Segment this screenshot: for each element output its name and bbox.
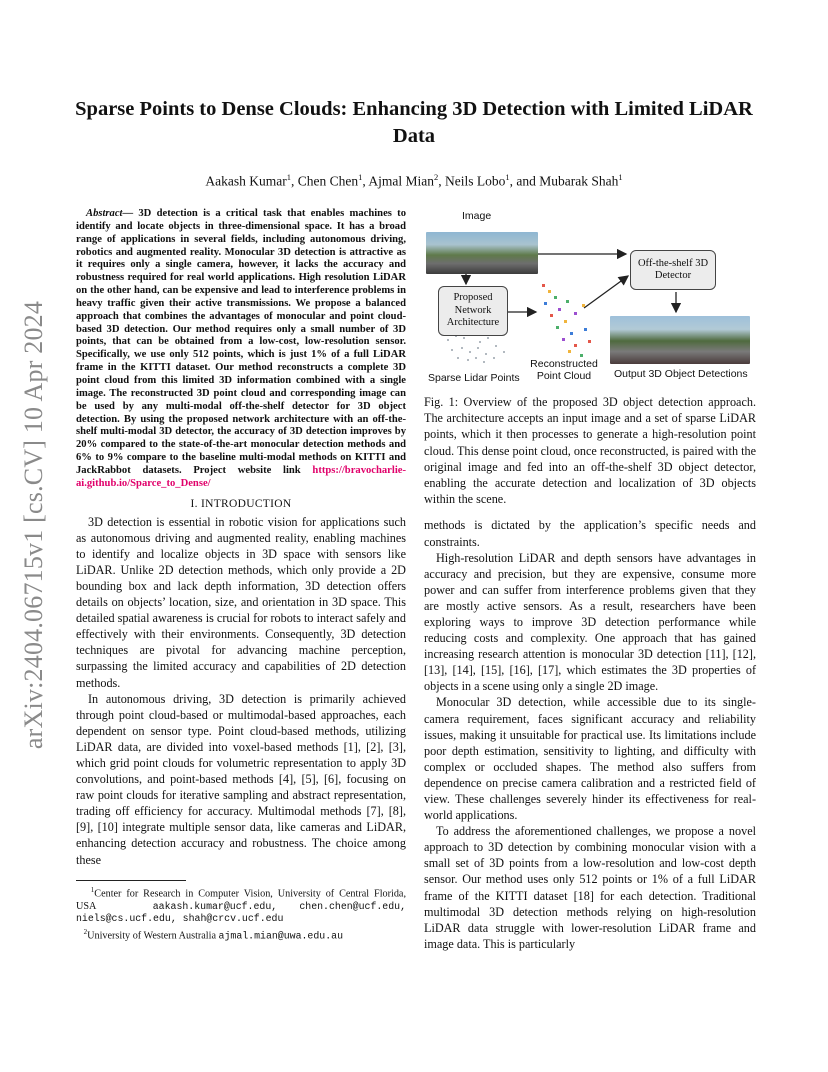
author-name: Ajmal Mian [368, 173, 434, 189]
paragraph: In autonomous driving, 3D detection is primarily achieved through point cloud-based or multimodal-based approaches, each dependent on sensor type. Point cloud-based methods, utilizing LiDAR data, are divided into voxel-based methods [1], [2], [3], which grid point clouds for volumetric representation to apply 3D convolutions, and point-based methods [4], [5], [6], focusing on raw point clouds for iterative sampling and abstract representation, trading off efficiency for accuracy. Multimodal methods [7], [8], [9], [10] integrate multiple sensor data, like cameras and LiDAR, enhancing detection accuracy and robustness. The choice among these [76, 691, 406, 867]
sparse-lidar-label: Sparse Lidar Points [428, 372, 520, 384]
abstract [76, 208, 406, 491]
figure-caption: Fig. 1: Overview of the proposed 3D object detection approach. The architecture accepts an input image and a set of sparse LiDAR points, which it then processes to generate a high-resolution point cloud. This dense point cloud, once reconstructed, is paired with the original image and fed into an off-the-shelf 3D object detector, enabling the accurate detection and localization of 3D objects within the scene. [424, 395, 756, 507]
left-column [76, 208, 406, 943]
paper-title: Sparse Points to Dense Clouds: Enhancing 3D Detection with Limited LiDAR Data [75, 98, 753, 147]
sparse-lidar-points-visual [447, 333, 505, 363]
paragraph: High-resolution LiDAR and depth sensors have advantages in accuracy and precision, but they are expensive, consume more power and can suffer from interference problems given that they are mostly active sensors. As a result, researchers have been exploring ways to improve 3D detection performance while reducing costs and complexity. One approach that has gained increasing research attention is monocular 3D detection [11], [12], [13], [14], [15], [16], [17], which estimates the 3D properties of objects in a scene using only a single 2D image. [424, 550, 756, 694]
figure-label-image: Image [462, 210, 492, 222]
author-affiliation: 2 [434, 172, 439, 182]
footnote-2-email: ajmal.mian@uwa.edu.au [218, 930, 343, 942]
right-column [424, 208, 756, 952]
footnote-1-affiliation: Center for Research in Computer Vision, University of Central Florida, USA [76, 888, 407, 912]
project-website-link[interactable]: https://bravocharlie-ai.github.io/Sparce_to_Dense/ [76, 464, 406, 489]
footnote-1: $^1$Center for Research in Computer Vision, University of Central Florida, USA aakash.kumar@ucf.edu, chen.chen@ucf.edu, niels@cs.ucf.edu, shah@crcv.ucf.edu [76, 885, 407, 925]
output-label: Output 3D Object Detections [614, 368, 748, 380]
author-affiliation: 1 [286, 172, 291, 182]
footnote-2: $^2$University of Western Australia ajmal.mian@uwa.edu.au [83, 927, 343, 942]
author-list: Aakash Kumar$^1$, Chen Chen$^1$, Ajmal Mian$^2$, Neils Lobo$^1$, and Mubarak Shah$^1$ [205, 172, 623, 189]
paragraph: To address the aforementioned challenges, we propose a novel approach to 3D detection by combining monocular vision with a small set of 3D points from a low-resolution and low-cost depth sensor. Our method uses only 512 points or 1% of a full LiDAR frame of the KITTI dataset [18] for each detection. Traditional multimodal 3D detection methods relying on high-resolution LiDAR data struggle with lower-resolution LiDAR frame and image data. This is particularly [424, 824, 756, 951]
author-affiliation: 1 [505, 172, 510, 182]
section-heading: I. INTRODUCTION [190, 497, 292, 510]
abstract-lead: Abstract [86, 208, 123, 219]
proposed-network-label: Proposed Network Architecture [446, 292, 500, 329]
author-name: Aakash Kumar [205, 173, 287, 189]
footnote-1-emails: aakash.kumar@ucf.edu, chen.chen@ucf.edu, niels@cs.ucf.edu, shah@crcv.ucf.edu [76, 900, 407, 925]
proposed-network-box [438, 286, 508, 336]
footnote-2-affiliation: University of Western Australia [87, 930, 216, 942]
figure-1 [424, 208, 756, 386]
paragraph: methods is dictated by the application’s specific needs and constraints. [424, 518, 756, 549]
footnote-rule [76, 880, 186, 881]
off-the-shelf-detector-box [630, 250, 716, 290]
author-name: Chen Chen [297, 173, 359, 189]
intro-text-right [424, 517, 756, 952]
author-affiliation: 1 [618, 172, 623, 182]
arxiv-stamp [12, 290, 56, 760]
paragraph: 3D detection is essential in robotic vision for applications such as autonomous driving and augmented reality, enabling machines to identify and localize objects in 3D space with sensors like LiDAR. Unlike 2D detection methods, which only provide a 2D bounding box and lack depth information, 3D detection offers details on objects’ location, size, and orientation in 3D space. This detailed spatial awareness is crucial for robots to interact safely and effectively with their environments. Consequently, 3D detection techniques are pivotal for advancing machine perception, surpassing the limited accuracy and capabilities of 2D detection methods. [76, 514, 406, 690]
reconstructed-point-cloud-visual [542, 284, 591, 357]
detector-label: Off-the-shelf 3D Detector [637, 257, 709, 281]
author-affiliation: 1 [358, 172, 363, 182]
arrow-cloud-to-detector [584, 276, 628, 308]
arxiv-id: arXiv:2404.06715v1 [cs.CV] 10 Apr 2024 [19, 300, 48, 750]
reconstructed-label: Reconstructed Point Cloud [530, 358, 598, 382]
author-name: Mubarak Shah [539, 173, 619, 189]
intro-text-left [76, 514, 406, 868]
abstract-text: — 3D detection is a critical task that enables machines to identify and locate objects in three-dimensional space. It has a broad range of applications in several fields, including autonomous driving, robotics and augmented reality. Monocular 3D detection is attractive as it requires only a single camera, however, it lacks the accuracy and robustness required for real world applications. High resolution LiDAR on the other hand, can be expensive and lead to interference problems in heavy traffic given their active transmissions. We propose a balanced approach that combines the advantages of monocular and point cloud-based 3D detection. Our method requires only a small number of 3D points, that can be obtained from a low-cost, low-resolution sensor. Specifically, we use only 512 points, which is just 1% of a full LiDAR frame in the KITTI dataset. Our method reconstructs a complete 3D point cloud from this limited 3D information combined with a single image. The reconstructed 3D point cloud and corresponding image can be used by any multi-modal off-the-shelf detector for 3D object detection. By using the proposed network architecture with an off-the-shelf multi-modal 3D detector, the accuracy of 3D detection improves by 20% compared to the state-of-the-art monocular detection methods and 6% to 9% compare to the baseline multi-modal methods on KITTI and JackRabbot datasets. Project website link [76, 208, 406, 476]
author-name: Neils Lobo [445, 173, 506, 189]
output-detections-image [610, 316, 750, 364]
paragraph: Monocular 3D detection, while accessible due to its single-camera requirement, faces significant accuracy and reliability issues, making it unsuitable for practical use. Its limitations include poor depth estimation, sensitivity to lighting, and difficulty with complex or occluded shapes. The method also suffers from dependence on precise camera calibration and a restricted field of view. These challenges severely hinder its effectiveness for real-world applications. [424, 695, 756, 823]
input-image [426, 232, 538, 274]
